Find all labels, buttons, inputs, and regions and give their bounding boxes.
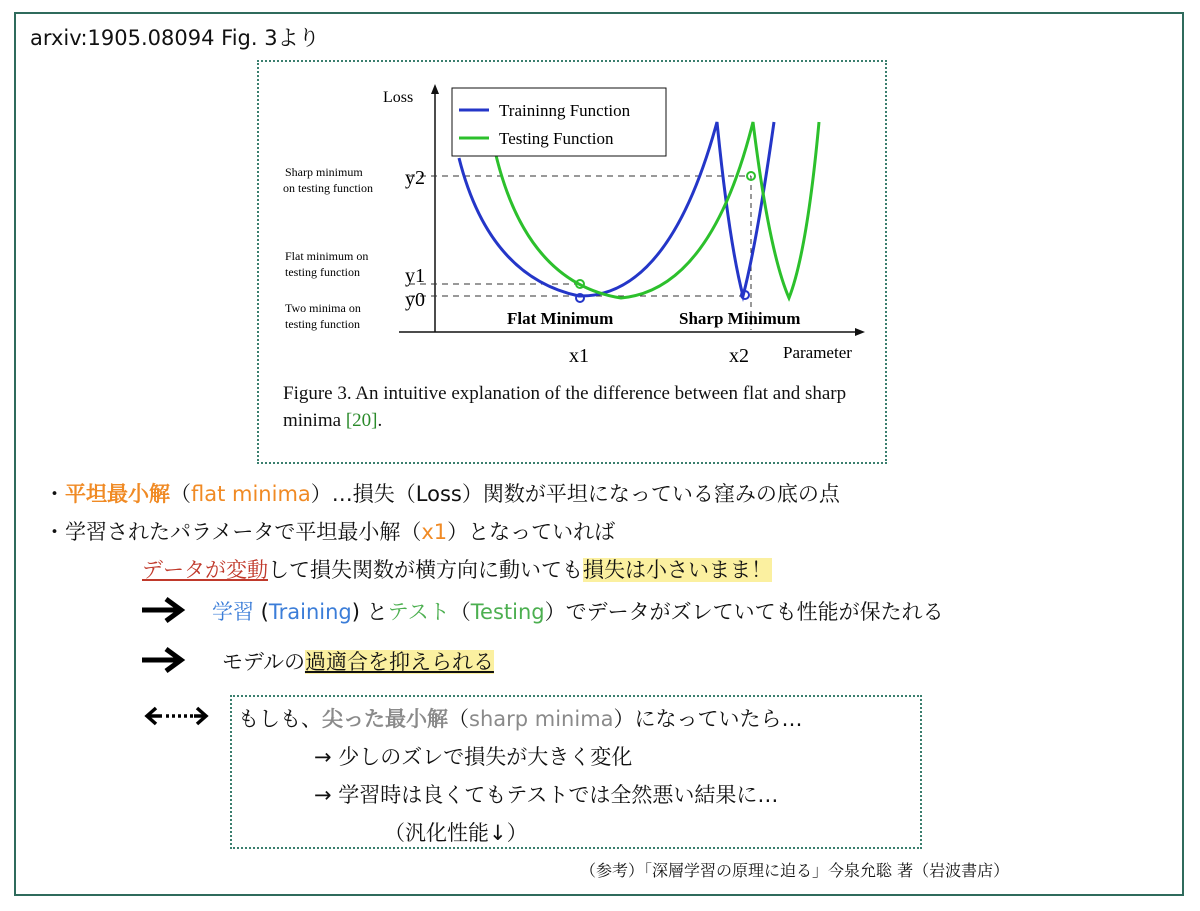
- legend-testing-label: Testing Function: [499, 129, 614, 148]
- flat-annotation-1: Flat minimum on: [285, 249, 369, 263]
- training-term-en: Training: [268, 600, 352, 624]
- note-line-1: [238, 703, 803, 733]
- training-term: 学習: [212, 600, 254, 624]
- paren-open: （: [170, 482, 191, 506]
- sharp-annotation-2: on testing function: [283, 181, 373, 195]
- learned-params-text: ・学習されたパラメータで平坦最小解（: [44, 520, 422, 544]
- train-test-line: [212, 596, 944, 626]
- y0-label: y0: [405, 289, 425, 311]
- paren-3: （: [449, 600, 471, 624]
- two-minima-annotation-2: testing function: [285, 317, 360, 331]
- testing-term: テスト: [387, 600, 450, 624]
- right-arrow-icon: [140, 646, 186, 674]
- term-sharp-minimum: 尖った最小解: [322, 707, 448, 731]
- x-axis-arrow: [855, 328, 865, 336]
- caption-reference: [20]: [345, 410, 378, 431]
- testing-term-en: Testing: [470, 600, 545, 624]
- note-paren-open: （: [448, 707, 469, 731]
- figure-caption: [283, 380, 873, 434]
- sharp-annotation-1: Sharp minimum: [285, 165, 363, 179]
- flat-definition: ）…損失（Loss）関数が平坦になっている窪みの底の点: [310, 482, 840, 506]
- term-x1: x1: [421, 520, 448, 544]
- paren-2: ) と: [351, 600, 388, 624]
- reference-citation: （参考）「深層学習の原理に迫る」今泉允聡 著（岩波書店）: [580, 861, 1010, 880]
- note-line-3: → 学習時は良くてもテストでは全然悪い結果に…: [314, 783, 779, 807]
- bullet-learned-params: [44, 516, 615, 546]
- loss-stays-small: 損失は小さいまま！: [583, 558, 772, 582]
- right-arrow-icon: [140, 596, 186, 624]
- bullet-flat-minima: [44, 478, 840, 508]
- train-test-rest: ）でデータがズレていても性能が保たれる: [544, 600, 944, 624]
- term-sharp-minima-en: sharp minima: [469, 707, 614, 731]
- note-if-rest: ）になっていたら…: [613, 707, 803, 731]
- term-flat-minimum: 平坦最小解: [65, 482, 170, 506]
- data-shift-line: [142, 554, 772, 584]
- flat-annotation-2: testing function: [285, 265, 360, 279]
- note-line-2: → 少しのズレで損失が大きく変化: [314, 745, 633, 769]
- flat-minimum-label: Flat Minimum: [507, 309, 614, 328]
- y1-label: y1: [405, 265, 425, 287]
- overfit-highlight: 過適合を抑えられる: [304, 650, 494, 674]
- y-axis-label: Loss: [383, 89, 414, 106]
- x-axis-label: Parameter: [783, 343, 852, 362]
- note-line-4: （汎化性能↓）: [384, 821, 528, 845]
- overfit-line: [222, 646, 494, 676]
- figure-box: [257, 60, 887, 464]
- overfit-prefix: モデルの: [222, 650, 305, 674]
- source-label: arxiv:1905.08094 Fig. 3より: [30, 26, 320, 50]
- data-shift-mid: して損失関数が横方向に動いても: [268, 558, 583, 582]
- bullet-dot: ・: [44, 482, 65, 506]
- paren-1: (: [254, 600, 269, 624]
- learned-params-rest: ）となっていれば: [447, 520, 616, 544]
- y2-label: y2: [405, 167, 425, 189]
- legend-training-label: Traininng Function: [499, 101, 631, 120]
- double-arrow-icon: [144, 705, 210, 727]
- x2-label: x2: [729, 345, 749, 367]
- note-if: もしも、: [238, 707, 322, 731]
- caption-end: .: [377, 410, 383, 431]
- caption-text: Figure 3. An intuitive explanation of the difference between flat and sharp minima: [283, 383, 847, 431]
- y-axis-arrow: [431, 84, 439, 94]
- sharp-minimum-label: Sharp Minimum: [679, 309, 801, 328]
- two-minima-annotation-1: Two minima on: [285, 301, 361, 315]
- data-shift-term: データが変動: [142, 558, 268, 582]
- term-flat-minima-en: flat minima: [191, 482, 311, 506]
- x1-label: x1: [569, 345, 589, 367]
